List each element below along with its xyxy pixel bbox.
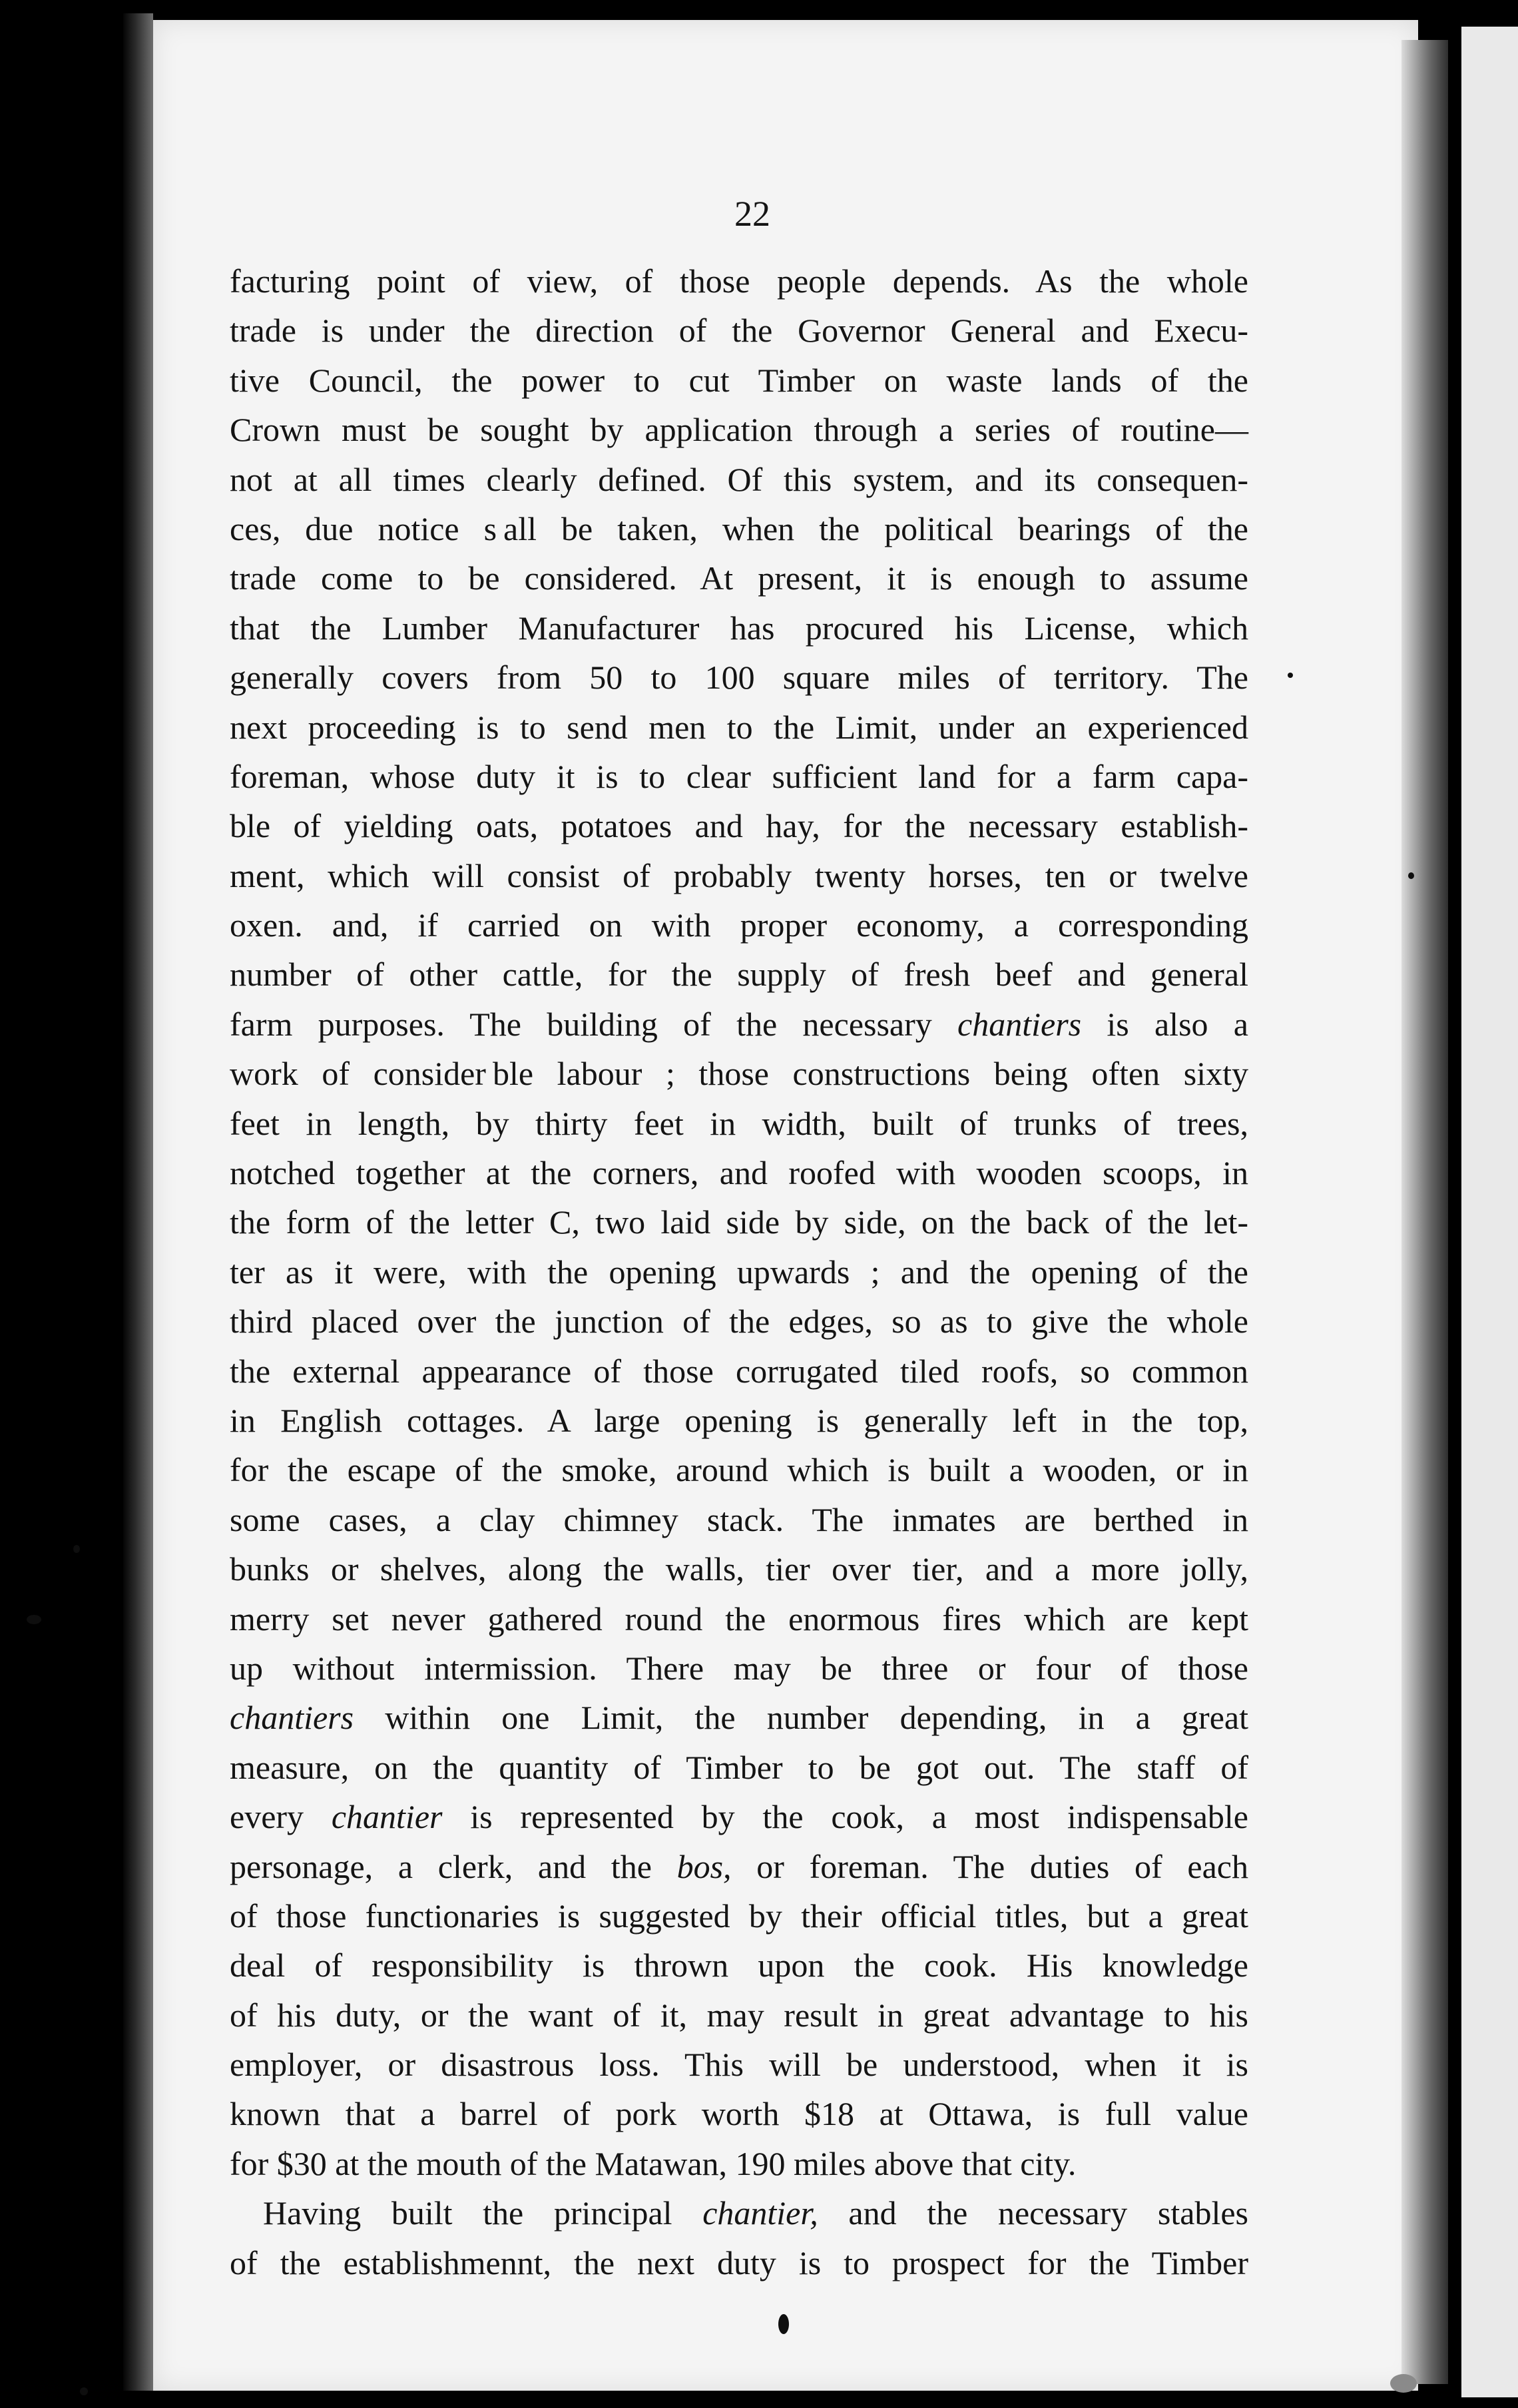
text-run: foreman, whose duty it is to clear sufficient land for a farm capa- [230, 757, 1248, 795]
text-run: third placed over the junction of the edges, so as to give the whole [230, 1303, 1248, 1341]
text-line [230, 356, 1248, 405]
text-run: within one Limit, the number depending, in a great [354, 1699, 1248, 1737]
text-line [230, 1000, 1248, 1049]
text-line [230, 1148, 1248, 1197]
text-run: employer, or disastrous loss. This will be understood, when it is [230, 2046, 1248, 2084]
text-line [230, 1594, 1248, 1644]
ink-speck [778, 2314, 789, 2334]
text-run: notched together at the corners, and roofed with wooden scoops, in [230, 1154, 1248, 1192]
ink-speck [80, 2387, 88, 2395]
text-line [230, 1049, 1248, 1098]
text-run: in English cottages. A large opening is generally left in the top, [230, 1401, 1248, 1439]
text-run: is represented by the cook, a most indispensable [442, 1798, 1248, 1836]
text-run: or foreman. The duties of each [731, 1847, 1248, 1885]
text-line [230, 1990, 1248, 2040]
text-line [230, 653, 1248, 702]
text-line [230, 1941, 1248, 1990]
text-line [230, 2188, 1248, 2238]
text-line [230, 703, 1248, 752]
text-run: trade is under the direction of the Governor General and Execu- [230, 312, 1248, 350]
text-line [230, 405, 1248, 454]
facing-page-edge [1461, 27, 1518, 2397]
text-line [230, 851, 1248, 900]
text-line [230, 2040, 1248, 2089]
text-run: the form of the letter C, two laid side by side, on the back of the let- [230, 1203, 1248, 1241]
text-run: the external appearance of those corrugated tiled roofs, so common [230, 1352, 1248, 1390]
page-number: 22 [734, 194, 770, 234]
text-line [230, 1792, 1248, 1841]
text-run: merry set never gathered round the enormous fires which are kept [230, 1600, 1248, 1638]
text-run: and the necessary stables [818, 2194, 1248, 2232]
text-line [230, 801, 1248, 850]
text-line [230, 1842, 1248, 1891]
text-line [230, 1347, 1248, 1396]
text-run: up without intermission. There may be three or four of those [230, 1649, 1248, 1687]
text-run: oxen. and, if carried on with proper economy, a corresponding [230, 906, 1248, 944]
text-line [230, 603, 1248, 653]
text-run: ble of yielding oats, potatoes and hay, for the necessary establish- [230, 807, 1248, 845]
text-run: feet in length, by thirty feet in width, built of trunks of trees, [230, 1104, 1248, 1142]
text-line [230, 1396, 1248, 1445]
text-run: for the escape of the smoke, around which is built a wooden, or in [230, 1451, 1248, 1489]
text-line [230, 1891, 1248, 1941]
italic-word: chantier, [702, 2194, 818, 2232]
text-line [230, 1197, 1248, 1247]
text-line [230, 1693, 1248, 1742]
text-run: personage, a clerk, and the [230, 1847, 677, 1885]
text-line [230, 306, 1248, 355]
text-run: ment, which will consist of probably twenty horses, ten or twelve [230, 856, 1248, 894]
text-line [230, 1445, 1248, 1494]
text-run: next proceeding is to send men to the Limit, under an experienced [230, 708, 1248, 746]
text-line [230, 2139, 1248, 2188]
text-run: not at all times clearly defined. Of this system, and its consequen- [230, 460, 1248, 498]
text-line [230, 752, 1248, 801]
italic-word: chantiers [230, 1699, 354, 1737]
text-run: of his duty, or the want of it, may result in great advantage to his [230, 1996, 1248, 2034]
text-line [230, 2238, 1248, 2287]
text-run: some cases, a clay chimney stack. The inmates are berthed in [230, 1500, 1248, 1538]
text-line [230, 1743, 1248, 1792]
text-line [230, 504, 1248, 553]
text-run: Crown must be sought by application through a series of routine— [230, 411, 1248, 449]
text-line [230, 256, 1248, 306]
page-gutter-shadow [1401, 40, 1448, 2384]
text-line [230, 1544, 1248, 1594]
text-line [230, 1099, 1248, 1148]
text-line [230, 1297, 1248, 1346]
text-run: facturing point of view, of those people depends. As the whole [230, 262, 1248, 300]
ink-speck [1288, 673, 1293, 678]
ink-speck [27, 1615, 41, 1624]
text-run: measure, on the quantity of Timber to be got out. The staff of [230, 1748, 1248, 1786]
italic-word: chantiers [957, 1005, 1082, 1043]
text-run: number of other cattle, for the supply of fresh beef and general [230, 956, 1248, 994]
text-line [230, 2089, 1248, 2138]
text-run: is also a [1081, 1005, 1248, 1043]
italic-word: bos, [676, 1847, 732, 1885]
text-run: that the Lumber Manufacturer has procured his License, which [230, 609, 1248, 647]
text-line [230, 1247, 1248, 1297]
text-run: ter as it were, with the opening upwards ; and the opening of the [230, 1253, 1248, 1291]
ink-speck [73, 1545, 80, 1553]
text-line [230, 455, 1248, 504]
body-text [230, 256, 1248, 2287]
text-run: bunks or shelves, along the walls, tier over tier, and a more jolly, [230, 1550, 1248, 1588]
text-line [230, 950, 1248, 999]
text-run: work of consider ble labour ; those constructions being often sixty [230, 1055, 1248, 1093]
ink-speck [1390, 2374, 1417, 2393]
italic-word: chantier [331, 1798, 443, 1836]
text-run: deal of responsibility is thrown upon the cook. His knowledge [230, 1947, 1248, 1984]
text-line [230, 1495, 1248, 1544]
text-line [230, 900, 1248, 950]
left-binding-edge [123, 13, 153, 2391]
text-run: farm purposes. The building of the necessary [230, 1005, 958, 1043]
ink-speck [1408, 872, 1414, 879]
text-run: known that a barrel of pork worth $18 at Ottawa, is full value [230, 2095, 1248, 2133]
text-run: of those functionaries is suggested by their official titles, but a great [230, 1897, 1248, 1935]
text-run: for $30 at the mouth of the Matawan, 190 miles above that city. [230, 2144, 1077, 2182]
text-run: every [230, 1798, 332, 1836]
text-run: tive Council, the power to cut Timber on waste lands of the [230, 361, 1248, 399]
text-run: generally covers from 50 to 100 square miles of territory. The [230, 659, 1248, 697]
text-run: ces, due notice s all be taken, when the political bearings of the [230, 509, 1248, 547]
text-run: trade come to be considered. At present, it is enough to assume [230, 559, 1248, 597]
text-run: of the establishmennt, the next duty is to prospect for the Timber [230, 2244, 1248, 2281]
text-line [230, 553, 1248, 603]
text-line [230, 1644, 1248, 1693]
text-run: Having built the principal [263, 2194, 703, 2232]
